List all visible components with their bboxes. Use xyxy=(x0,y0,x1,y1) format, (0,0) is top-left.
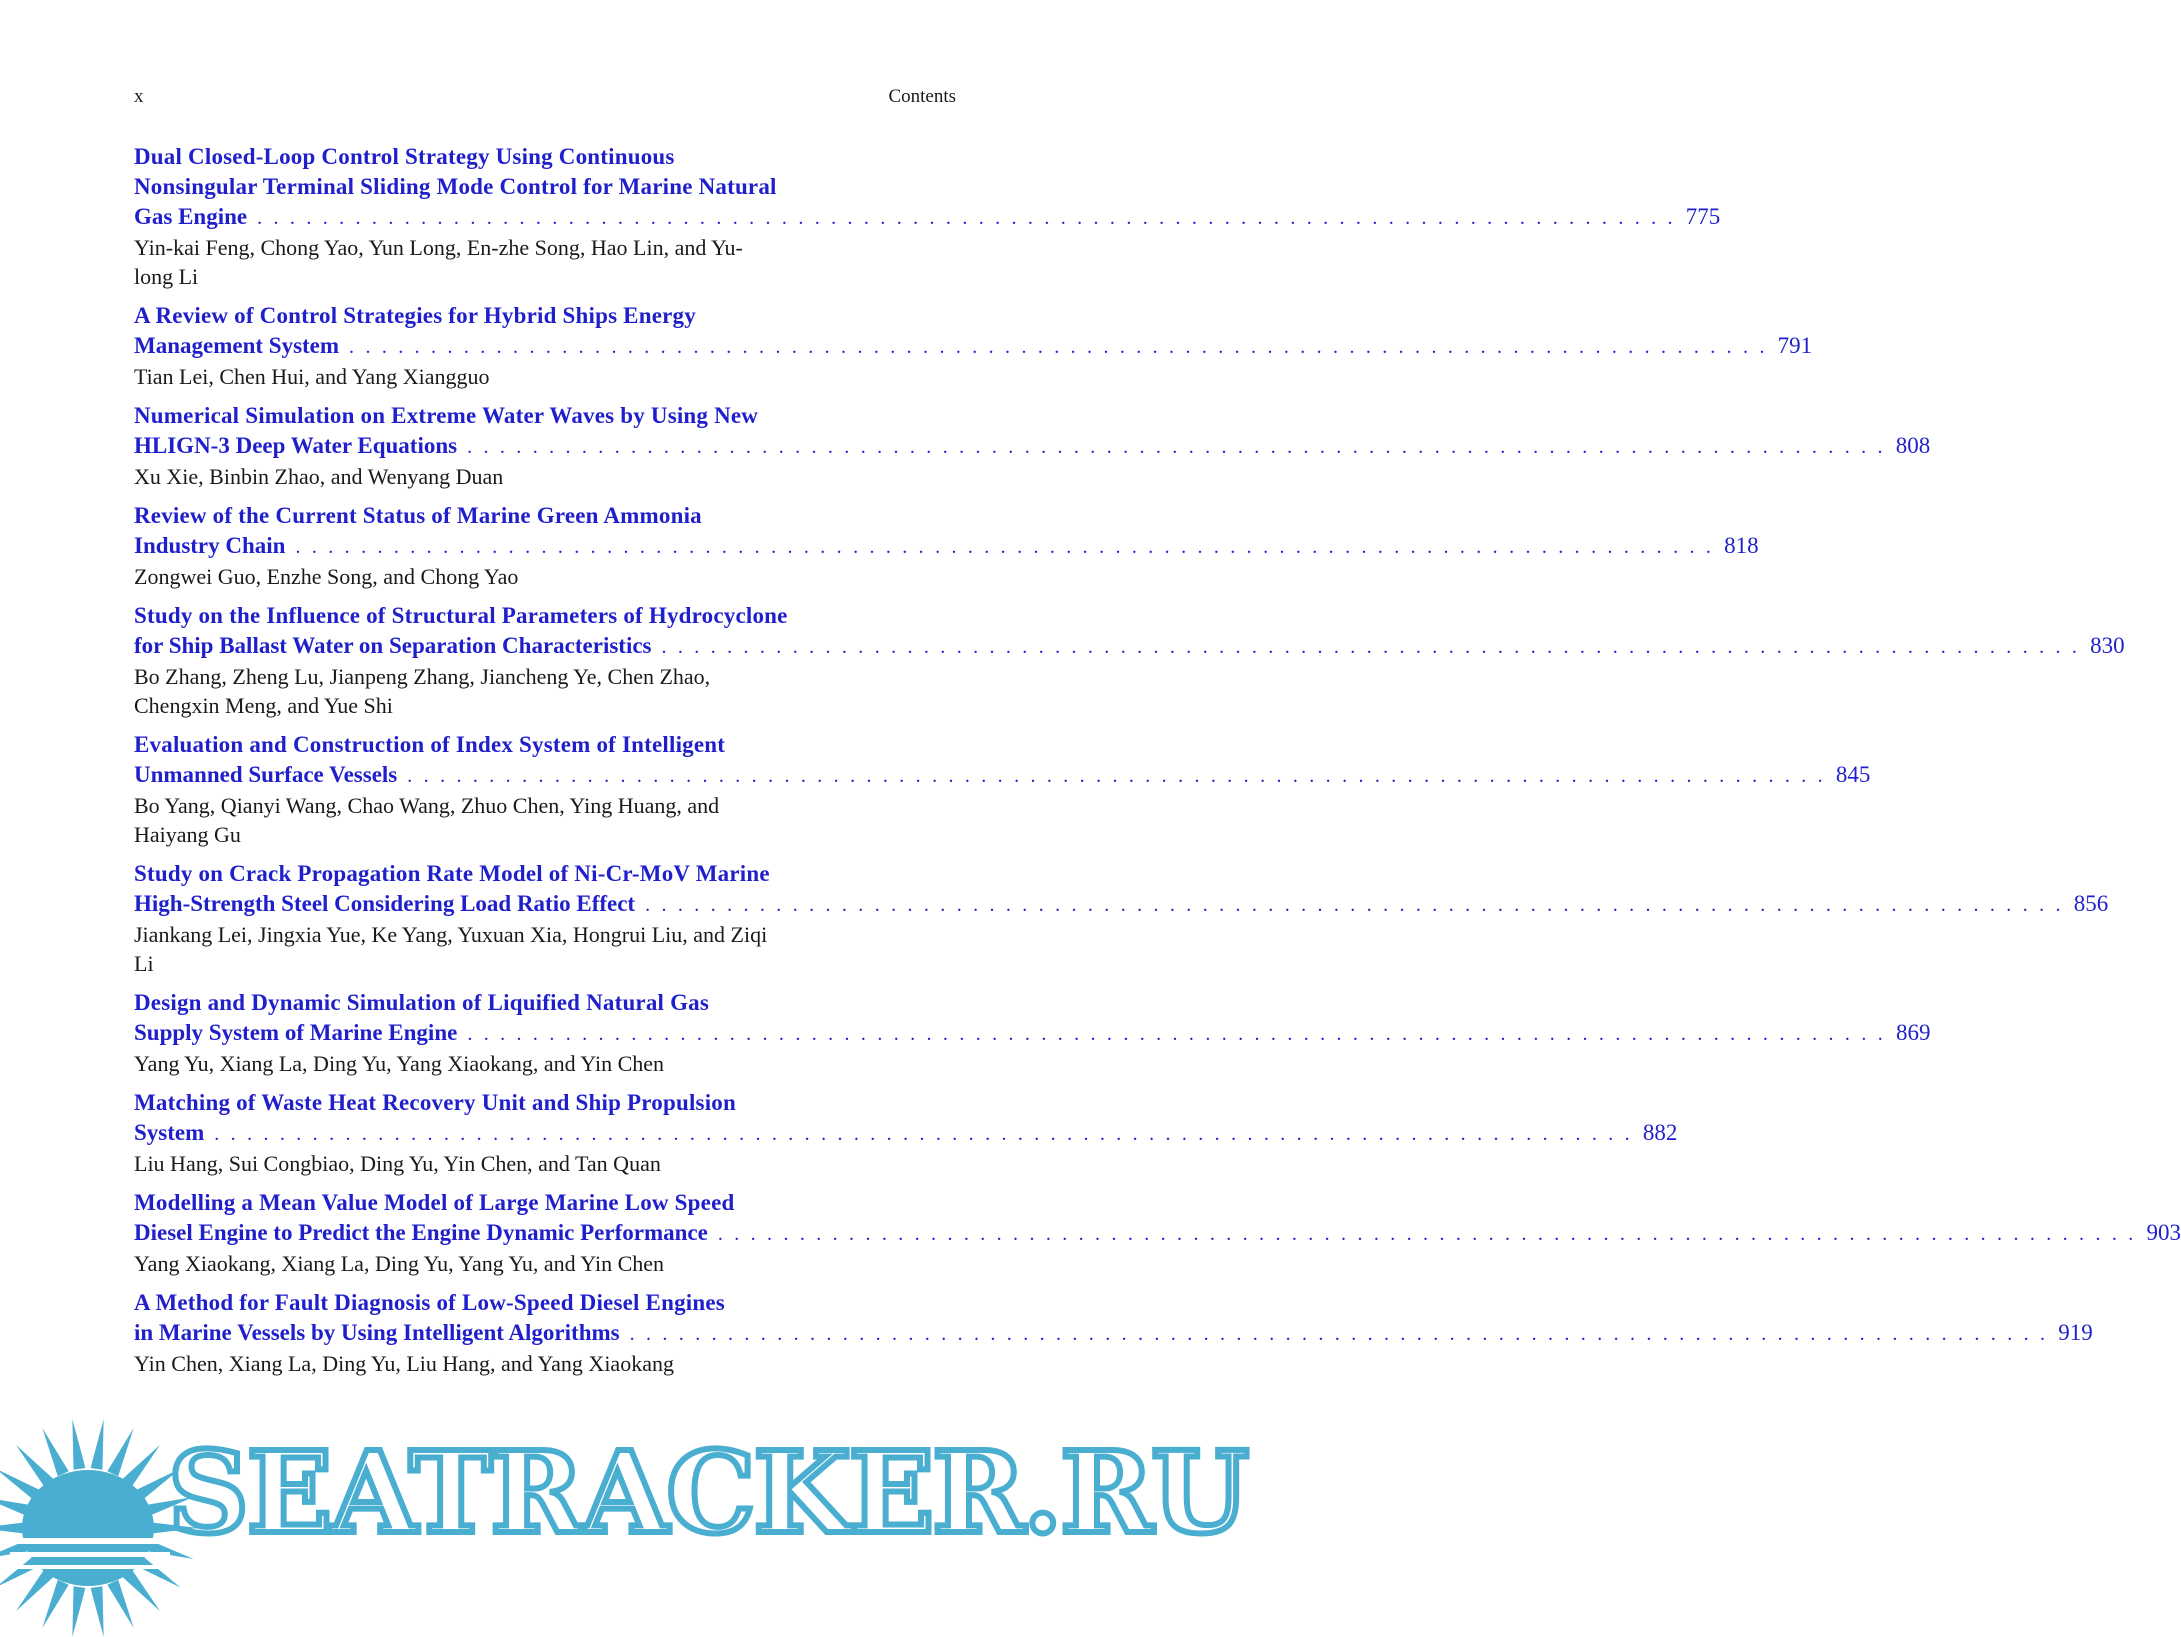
toc-entry[interactable] xyxy=(134,1288,2093,1378)
entry-title-line[interactable]: Modelling a Mean Value Model of Large Marine Low Speed xyxy=(134,1190,735,1215)
entry-title-line[interactable]: Gas Engine xyxy=(134,204,248,229)
sun-ray xyxy=(42,1580,68,1628)
sun-ray xyxy=(72,1419,85,1470)
page-reference[interactable]: 845 xyxy=(1835,762,1871,787)
entry-title-last-line[interactable] xyxy=(134,531,1759,562)
entry-title-last-line[interactable] xyxy=(134,331,1813,362)
toc-entry[interactable] xyxy=(134,988,1931,1078)
entry-title-line[interactable]: Diesel Engine to Predict the Engine Dynamic Performance xyxy=(134,1220,708,1245)
toc-entry[interactable] xyxy=(134,1088,1678,1178)
entry-title-line[interactable]: Numerical Simulation on Extreme Water Waves by Using New xyxy=(134,403,759,428)
toc-entry[interactable] xyxy=(134,142,1721,291)
entry-title-line[interactable]: Dual Closed-Loop Control Strategy Using Continuous xyxy=(134,144,675,169)
entry-title-last-line[interactable] xyxy=(134,1318,2093,1349)
entry-title-line[interactable]: Nonsingular Terminal Sliding Mode Control for Marine Natural xyxy=(134,174,777,199)
dot-leader xyxy=(349,332,1768,362)
sun-ray xyxy=(107,1580,133,1628)
table-of-contents xyxy=(134,142,2181,1388)
entry-title-line[interactable]: in Marine Vessels by Using Intelligent Algorithms xyxy=(134,1320,620,1345)
page-reference[interactable]: 808 xyxy=(1895,433,1931,458)
entry-authors: Bo Yang, Qianyi Wang, Chao Wang, Zhuo Chen, Ying Huang, and Haiyang Gu xyxy=(134,793,720,847)
entry-title-line[interactable]: A Review of Control Strategies for Hybrid Ships Energy xyxy=(134,303,696,328)
page-reference[interactable]: 869 xyxy=(1895,1020,1931,1045)
toc-entry[interactable] xyxy=(134,730,1871,849)
sun-ray xyxy=(16,1445,53,1487)
toc-entry[interactable] xyxy=(134,1188,2181,1278)
page-reference[interactable]: 791 xyxy=(1777,333,1813,358)
entry-authors: Yang Xiaokang, Xiang La, Ding Yu, Yang Yu, and Yin Chen xyxy=(134,1251,665,1276)
sun-ray xyxy=(123,1445,160,1487)
entry-authors: Liu Hang, Sui Congbiao, Ding Yu, Yin Chen, and Tan Quan xyxy=(134,1151,661,1176)
entry-title-last-line[interactable] xyxy=(134,1218,2181,1249)
entry-title-line[interactable]: Industry Chain xyxy=(134,533,286,558)
entry-title-line[interactable]: Matching of Waste Heat Recovery Unit and Ship Propulsion xyxy=(134,1090,736,1115)
toc-entry[interactable] xyxy=(134,501,1759,591)
entry-authors: Tian Lei, Chen Hui, and Yang Xiangguo xyxy=(134,364,490,389)
entry-title-last-line[interactable] xyxy=(134,889,2109,920)
dot-leader xyxy=(630,1319,2049,1349)
page-reference[interactable]: 818 xyxy=(1724,533,1759,558)
dot-leader xyxy=(718,1219,2137,1249)
running-head: Contents xyxy=(888,86,956,107)
page-reference[interactable]: 903 xyxy=(2146,1220,2181,1245)
entry-title-last-line[interactable] xyxy=(134,631,2125,662)
entry-title-last-line[interactable] xyxy=(134,431,1931,462)
sun-ray xyxy=(123,1569,160,1611)
entry-title-last-line[interactable] xyxy=(134,202,1721,233)
entry-title-line[interactable]: Evaluation and Construction of Index System of Intelligent xyxy=(134,732,726,757)
entry-authors: Yin Chen, Xiang La, Ding Yu, Liu Hang, and Yang Xiaokang xyxy=(134,1351,674,1376)
dot-leader xyxy=(645,890,2064,920)
entry-authors: Yang Yu, Xiang La, Ding Yu, Yang Xiaokang, and Yin Chen xyxy=(134,1051,665,1076)
entry-title-line[interactable]: Management System xyxy=(134,333,340,358)
entry-title-last-line[interactable] xyxy=(134,1118,1678,1149)
entry-authors: Yin-kai Feng, Chong Yao, Yun Long, En-zhe Song, Hao Lin, and Yu-long Li xyxy=(134,235,743,289)
dot-leader xyxy=(257,203,1676,233)
entry-title-line[interactable]: High-Strength Steel Considering Load Ratio Effect xyxy=(134,891,636,916)
page-reference[interactable]: 856 xyxy=(2073,891,2109,916)
page-reference[interactable]: 830 xyxy=(2090,633,2125,658)
entry-title-line[interactable]: A Method for Fault Diagnosis of Low-Speed Diesel Engines xyxy=(134,1290,725,1315)
toc-entry[interactable] xyxy=(134,601,2125,720)
sun-ray xyxy=(91,1586,104,1637)
page-reference[interactable]: 882 xyxy=(1642,1120,1678,1145)
entry-authors: Bo Zhang, Zheng Lu, Jianpeng Zhang, Jiancheng Ye, Chen Zhao, Chengxin Meng, and Yue Shi xyxy=(134,664,711,718)
entry-title-line[interactable]: Study on Crack Propagation Rate Model of Ni-Cr-MoV Marine xyxy=(134,861,770,886)
entry-title-line[interactable]: Study on the Influence of Structural Parameters of Hydrocyclone xyxy=(134,603,788,628)
entry-title-line[interactable]: Review of the Current Status of Marine Green Ammonia xyxy=(134,503,702,528)
entry-title-line[interactable]: System xyxy=(134,1120,205,1145)
entry-title-line[interactable]: HLIGN-3 Deep Water Equations xyxy=(134,433,458,458)
entry-authors: Jiankang Lei, Jingxia Yue, Ke Yang, Yuxuan Xia, Hongrui Liu, and Ziqi Li xyxy=(134,922,768,976)
toc-entry[interactable] xyxy=(134,301,1813,391)
entry-title-line[interactable]: Design and Dynamic Simulation of Liquified Natural Gas xyxy=(134,990,710,1015)
entry-title-line[interactable]: Supply System of Marine Engine xyxy=(134,1020,458,1045)
dot-leader xyxy=(467,432,1886,462)
page-reference[interactable]: 775 xyxy=(1685,204,1721,229)
sun-ray xyxy=(42,1428,68,1476)
entry-title-line[interactable]: Unmanned Surface Vessels xyxy=(134,762,398,787)
dot-leader xyxy=(295,532,1714,562)
entry-authors: Xu Xie, Binbin Zhao, and Wenyang Duan xyxy=(134,464,504,489)
dot-leader xyxy=(407,761,1826,791)
sun-ray xyxy=(107,1428,133,1476)
watermark-text: SEATRACKER.RU xyxy=(168,1428,1248,1559)
dot-leader xyxy=(467,1019,1886,1049)
entry-title-line[interactable]: for Ship Ballast Water on Separation Characteristics xyxy=(134,633,652,658)
dot-leader xyxy=(214,1119,1633,1149)
toc-entry[interactable] xyxy=(134,401,1931,491)
sun-ray xyxy=(91,1419,104,1470)
sun-ray xyxy=(72,1586,85,1637)
page-reference[interactable]: 919 xyxy=(2058,1320,2093,1345)
sun-ray xyxy=(16,1569,53,1611)
entry-title-last-line[interactable] xyxy=(134,1018,1931,1049)
entry-authors: Zongwei Guo, Enzhe Song, and Chong Yao xyxy=(134,564,519,589)
page-number: x xyxy=(134,86,144,107)
dot-leader xyxy=(662,632,2081,662)
entry-title-last-line[interactable] xyxy=(134,760,1871,791)
toc-entry[interactable] xyxy=(134,859,2109,978)
